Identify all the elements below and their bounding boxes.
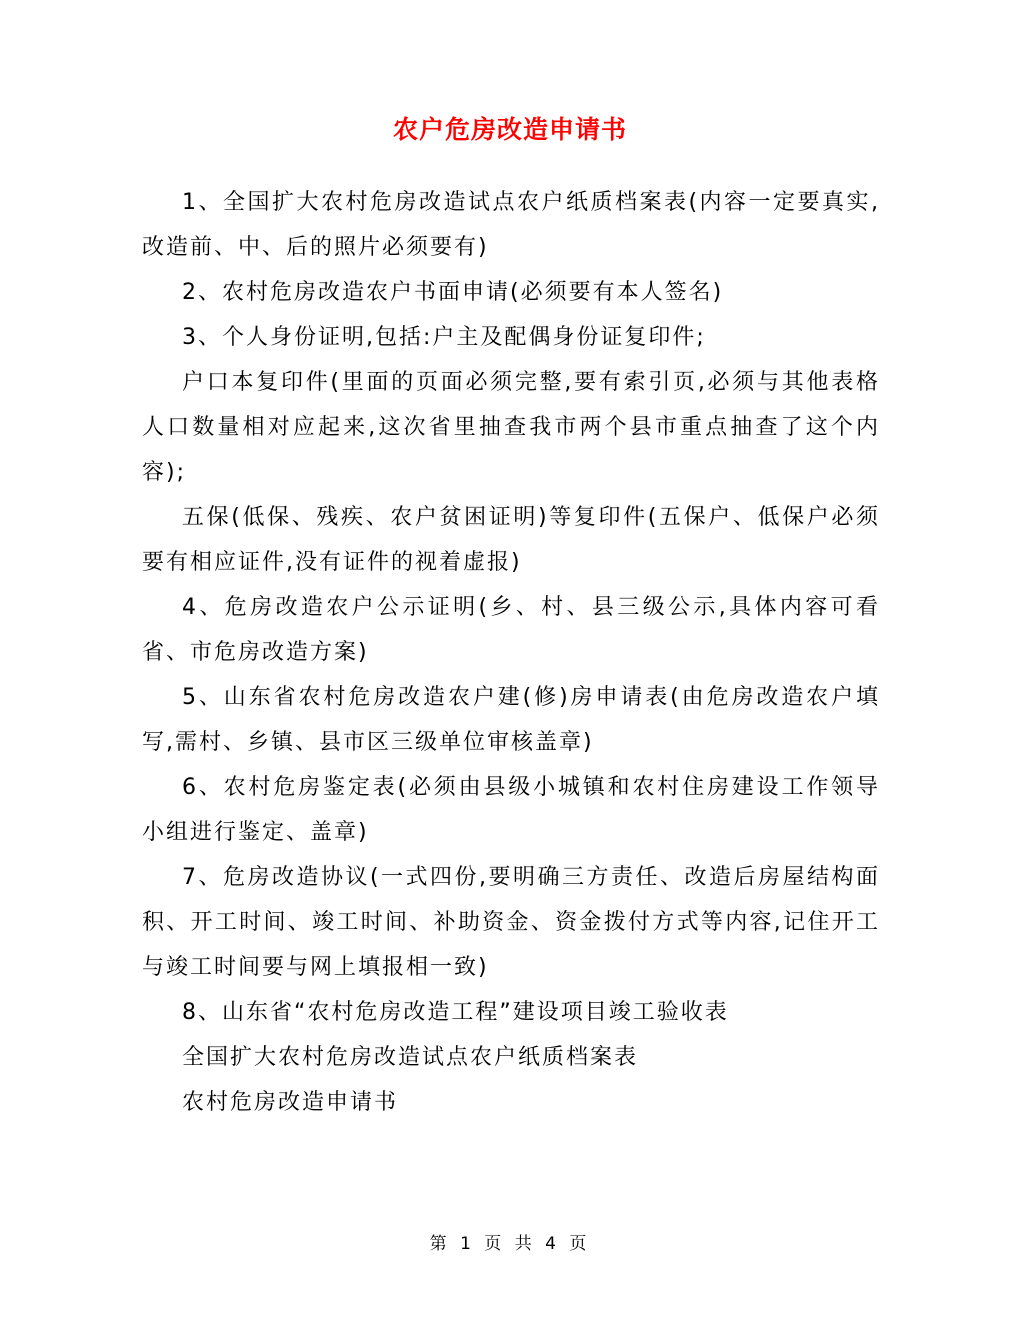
- paragraph-9: 7、危房改造协议(一式四份,要明确三方责任、改造后房屋结构面积、开工时间、竣工时间、补助资金、资金拨付方式等内容,记住开工与竣工时间要与网上填报相一致): [142, 865, 880, 980]
- page-number-footer: 第 1 页 共 4 页: [429, 1234, 591, 1254]
- paragraph-6: 4、危房改造农户公示证明(乡、村、县三级公示,具体内容可看省、市危房改造方案): [142, 595, 880, 665]
- paragraph-7: 5、山东省农村危房改造农户建(修)房申请表(由危房改造农户填写,需村、乡镇、县市区三级单位审核盖章): [142, 685, 880, 755]
- document-title: 农户危房改造申请书: [392, 115, 627, 144]
- paragraph-11: 全国扩大农村危房改造试点农户纸质档案表: [182, 1045, 639, 1070]
- paragraph-3: 3、个人身份证明,包括:户主及配偶身份证复印件;: [182, 325, 706, 350]
- paragraph-10: 8、山东省“农村危房改造工程”建设项目竣工验收表: [182, 1000, 729, 1025]
- paragraph-1: 1、全国扩大农村危房改造试点农户纸质档案表(内容一定要真实,改造前、中、后的照片必须要有): [142, 190, 880, 260]
- paragraph-8: 6、农村危房鉴定表(必须由县级小城镇和农村住房建设工作领导小组进行鉴定、盖章): [142, 775, 880, 845]
- paragraph-5: 五保(低保、残疾、农户贫困证明)等复印件(五保户、低保户必须要有相应证件,没有证件的视着虚报): [142, 505, 880, 575]
- document-body: [142, 180, 880, 1125]
- paragraph-2: 2、农村危房改造农户书面申请(必须要有本人签名): [182, 280, 724, 305]
- paragraph-12: 农村危房改造申请书: [182, 1090, 399, 1115]
- paragraph-4: 户口本复印件(里面的页面必须完整,要有索引页,必须与其他表格人口数量相对应起来,这次省里抽查我市两个县市重点抽查了这个内容);: [142, 370, 880, 485]
